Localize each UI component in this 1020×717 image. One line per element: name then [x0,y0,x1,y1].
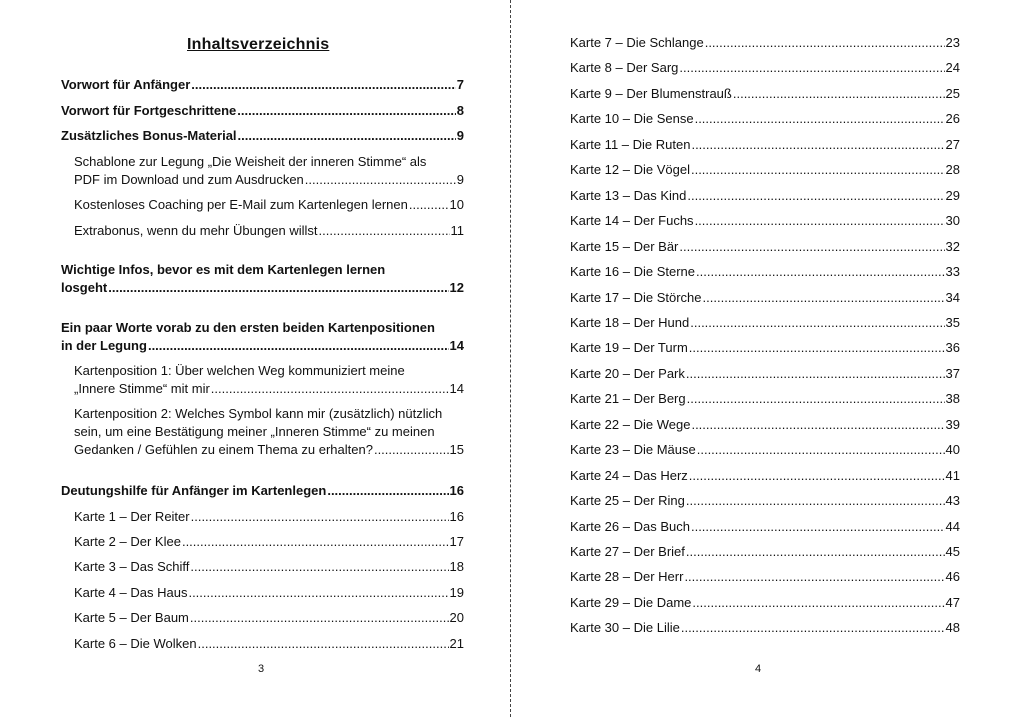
toc-entry-label: Karte 23 – Die Mäuse [570,442,696,458]
toc-entry-page: 12 [449,280,464,295]
page-number-left: 3 [258,663,265,675]
toc-entry-label: Karte 15 – Der Bär [570,238,679,254]
toc-entry-deutungshilfe[interactable] [61,482,464,500]
toc-entry-label: Karte 27 – Der Brief [570,544,685,559]
toc-entry-label-line3: Gedanken / Gefühlen zu einem Thema zu erhalten? [74,442,373,457]
toc-entry-karte-1[interactable] [74,508,464,526]
toc-entry-label: Zusätzliches Bonus-Material [61,128,237,143]
toc-entry-label: Karte 16 – Die Sterne [570,264,696,280]
toc-entry-card[interactable] [570,289,960,307]
toc-entry-karte-6[interactable] [74,635,464,653]
toc-entry-page: 39 [945,416,960,432]
toc-entry-label: Karte 19 – Der Turm [570,340,688,356]
toc-entry-card[interactable] [570,441,960,459]
toc-entry-label-line1: Kartenposition 1: Über welchen Weg kommuniziert meine [74,363,405,378]
right-page [511,0,1020,717]
toc-entry-label: Karte 2 – Der Klee [74,534,181,549]
toc-entry-page: 20 [449,610,464,625]
toc-entry-card[interactable] [570,416,960,434]
toc-entry-label: Karte 24 – Das Herz [570,467,688,483]
toc-entry-label-line1: Schablone zur Legung „Die Weisheit der inneren Stimme“ als [74,154,427,169]
toc-entry-page: 24 [945,60,960,76]
toc-entry-page: 35 [945,314,960,330]
toc-entry-card[interactable] [570,136,960,154]
toc-entry-label: Karte 25 – Der Ring [570,493,685,509]
toc-entry-label-line1: Ein paar Worte vorab zu den ersten beiden Kartenpositionen [61,320,435,335]
toc-entry-card[interactable] [570,59,960,77]
toc-entry-card[interactable] [570,263,960,281]
toc-entry-label: Karte 17 – Die Störche [570,289,702,305]
toc-entry-page: 11 [450,223,464,238]
toc-entry-label-line2: PDF im Download und zum Ausdrucken [74,172,304,187]
toc-entry-label-line1: Kartenposition 2: Welches Symbol kann mir (zusätzlich) nützlich [74,406,443,421]
toc-entry-page: 46 [945,569,960,585]
toc-entry-page: 32 [945,238,960,254]
toc-entry-card[interactable] [570,467,960,485]
toc-entry-card[interactable] [570,568,960,586]
toc-entry-label: Karte 9 – Der Blumenstrauß [570,85,732,101]
toc-entry-page: 33 [945,264,960,280]
toc-entry-page: 26 [945,111,960,127]
toc-entry-label: Karte 18 – Der Hund [570,314,690,330]
toc-entry-wichtige-infos[interactable] [61,261,464,297]
toc-entry-page: 43 [945,493,960,509]
toc-entry-page: 14 [449,381,464,396]
toc-entry-page: 9 [456,128,464,143]
toc-entry-card[interactable] [570,85,960,103]
toc-entry-card[interactable] [570,238,960,256]
toc-entry-card[interactable] [570,492,960,510]
toc-entry-kartenpositionen[interactable] [61,319,464,355]
toc-entry-label: Karte 26 – Das Buch [570,518,690,534]
toc-entry-coaching[interactable] [74,196,464,214]
toc-entry-card[interactable] [570,161,960,179]
toc-entry-page: 34 [945,289,960,305]
toc-entry-page: 9 [456,172,464,187]
toc-entry-card[interactable] [570,594,960,612]
toc-entry-page: 15 [449,442,464,457]
toc-entry-page: 41 [945,467,960,483]
toc-entry-page: 30 [945,213,960,229]
toc-entry-label: Deutungshilfe für Anfänger im Kartenlegen [61,483,327,498]
toc-entry-page: 27 [945,136,960,152]
toc-entry-label: Karte 12 – Die Vögel [570,162,690,178]
toc-title: Inhaltsverzeichnis [187,36,330,53]
toc-entry-extrabonus[interactable] [74,222,464,240]
toc-entry-label: Karte 28 – Der Herr [570,569,684,585]
page-number-right: 4 [755,663,762,675]
toc-entry-vorwort-fortgeschrittene[interactable] [61,102,464,120]
toc-entry-kartenposition-2[interactable] [74,405,464,459]
toc-entry-card[interactable] [570,390,960,408]
toc-entry-page: 8 [456,103,464,118]
toc-entry-label: Karte 1 – Der Reiter [74,509,190,524]
toc-entry-page: 18 [449,559,464,574]
toc-entry-label: Vorwort für Anfänger [61,77,191,92]
toc-entry-kartenposition-1[interactable] [74,362,464,398]
toc-entry-page: 38 [945,391,960,407]
toc-entry-card[interactable] [570,365,960,383]
toc-entry-page: 19 [449,585,464,600]
toc-entry-page: 14 [449,338,464,353]
toc-entry-label-line2: losgeht [61,280,108,295]
toc-entry-page: 29 [945,187,960,203]
toc-entry-card[interactable] [570,34,960,52]
toc-entry-label: Karte 5 – Der Baum [74,610,189,625]
toc-entry-page: 23 [945,35,960,50]
toc-entry-page: 16 [449,509,464,524]
toc-entry-page: 16 [449,483,464,498]
toc-entry-card[interactable] [570,110,960,128]
toc-entry-page: 10 [449,197,464,212]
toc-entry-bonus-material[interactable] [61,127,464,145]
toc-entry-page: 21 [449,636,464,651]
toc-entry-page: 25 [945,85,960,101]
toc-entry-karte-3[interactable] [74,558,464,576]
toc-entry-karte-5[interactable] [74,609,464,627]
toc-entry-page: 7 [456,77,464,92]
toc-entry-page: 44 [945,518,960,534]
toc-entry-label: Karte 4 – Das Haus [74,585,188,600]
toc-entry-label: Karte 30 – Die Lilie [570,620,680,636]
toc-entry-label: Vorwort für Fortgeschrittene [61,103,237,118]
toc-entry-label: Karte 6 – Die Wolken [74,636,197,651]
toc-entry-label: Karte 7 – Die Schlange [570,35,704,50]
toc-entry-card[interactable] [570,339,960,357]
toc-entry-label-line2: in der Legung [61,338,147,353]
toc-entry-label-line2: „Innere Stimme“ mit mir [74,381,210,396]
toc-entry-label-line2: sein, um eine Bestätigung meiner „Inneren Stimme“ zu meinen [74,424,435,439]
toc-entry-page: 47 [945,594,960,610]
toc-entry-card[interactable] [570,518,960,536]
toc-entry-card[interactable] [570,314,960,332]
toc-entry-karte-2[interactable] [74,533,464,551]
toc-entry-card[interactable] [570,619,960,637]
toc-entry-card[interactable] [570,187,960,205]
toc-entry-label: Karte 21 – Der Berg [570,391,686,407]
toc-entry-page: 28 [945,162,960,178]
toc-entry-label: Karte 11 – Die Ruten [570,136,691,152]
toc-entry-vorwort-anfaenger[interactable] [61,76,464,94]
toc-entry-label: Karte 3 – Das Schiff [74,559,190,574]
toc-entry-label: Karte 20 – Der Park [570,365,685,381]
toc-entry-label: Karte 8 – Der Sarg [570,60,679,76]
toc-entry-label-line1: Wichtige Infos, bevor es mit dem Kartenlegen lernen [61,262,386,277]
toc-entry-card[interactable] [570,543,960,561]
toc-entry-label: Kostenloses Coaching per E-Mail zum Kartenlegen lernen [74,197,408,212]
toc-entry-page: 45 [945,544,960,559]
toc-entry-label: Karte 29 – Die Dame [570,594,692,610]
toc-entry-label: Extrabonus, wenn du mehr Übungen willst [74,223,318,238]
toc-entry-karte-4[interactable] [74,584,464,602]
toc-entry-label: Karte 22 – Die Wege [570,416,691,432]
toc-entry-page: 17 [449,534,464,549]
toc-entry-label: Karte 14 – Der Fuchs [570,213,694,229]
toc-entry-page: 37 [945,365,960,381]
toc-entry-page: 48 [945,620,960,636]
toc-entry-label: Karte 10 – Die Sense [570,111,694,127]
toc-entry-page: 40 [945,442,960,458]
toc-entry-card[interactable] [570,212,960,230]
toc-entry-schablone[interactable] [74,153,464,189]
toc-entry-page: 36 [945,340,960,356]
toc-entry-label: Karte 13 – Das Kind [570,187,687,203]
